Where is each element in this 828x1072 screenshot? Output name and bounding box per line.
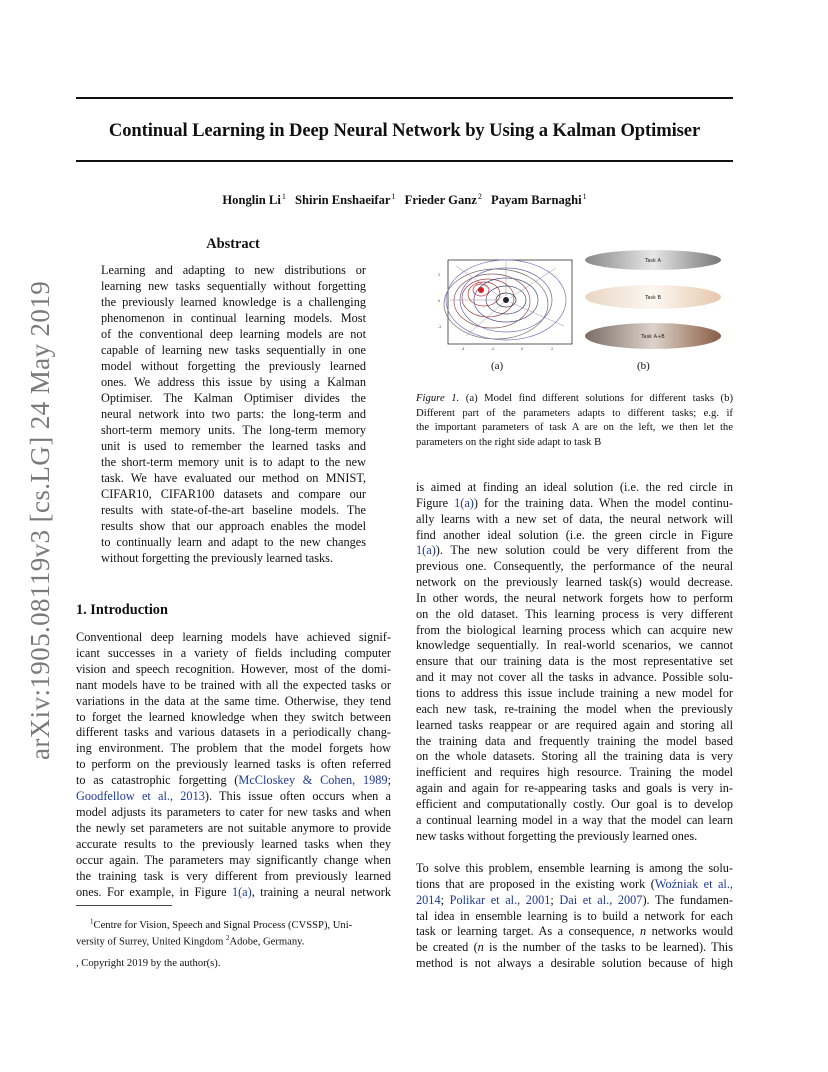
svg-text:-2: -2 xyxy=(438,325,442,329)
figure-ref-link[interactable]: 1(a) xyxy=(231,884,252,899)
citation-link[interactable]: Polikar et al., 2001 xyxy=(449,892,551,907)
citation-link[interactable]: Woźniak et al., xyxy=(654,876,733,891)
author: Payam Barnaghi$^1$ xyxy=(491,192,587,208)
abstract-text: Learning and adapting to new distributions or learning new tasks sequentially without forgetting the previously learned knowledge is a challenging phenomenon in continual learning models. Most of the conventional deep learning models are not capable of learning new tasks sequentially in one model without forgetting the previously learned ones. We address this issue by using a Kalman Optimiser. The Kalman Optimiser divides the neural network into two parts: the long-term and short-term memory units. The long-term memory unit is used to remember the learned tasks and the short-term memory unit is to adapt to the new task. We have evaluated our method on MNIST, CIFAR10, CIFAR100 datasets and compare our results with state-of-the-art baseline models. The results show that our approach enables the model to continually learn and adapt to the new changes without forgetting the previously learned tasks. xyxy=(101,263,366,565)
citation-link[interactable]: 2014 xyxy=(416,892,441,907)
task-parameter-diagram xyxy=(573,250,733,358)
task-a-label: Task A xyxy=(645,258,661,264)
top-rule xyxy=(76,97,733,99)
subfigure-label-a: (a) xyxy=(491,360,504,372)
author: Shirin Enshaeifar$^1$ xyxy=(294,192,396,208)
abstract-heading: Abstract xyxy=(206,236,260,252)
introduction-text: Conventional deep learning models have achieved signif- icant successes in a variety of fields including computer vision and speech recognition. However, most of the domi- nant models have to be trained with all the expected tasks or variations in the data at the same time. Otherwise, they tend to forget the learned knowledge when they switch between different tasks and various datasets in a periodically chang- ing environment. The problem that the model forgets how to perform on the previously learned tasks is often referred to as catastrophic forgetting (McCloskey & Cohen, 1989; Goodfellow et al., 2013). This issue often occurs when a model adjusts its parameters to cater for new tasks and when the newly set parameters are not suitable anymore to provide accurate results to the previously learned tasks when they occur again. The parameters may significantly change when the training task is very different from previously learned ones. For example, in Figure 1(a), training a neural network xyxy=(76,630,391,899)
figure-ref-link[interactable]: 1(a) xyxy=(454,495,474,510)
task-ab-label: Task A+B xyxy=(641,334,665,340)
svg-text:0: 0 xyxy=(438,299,441,303)
figure-ref-link[interactable]: 1(a) xyxy=(416,543,436,558)
task-b-label: Task B xyxy=(645,295,661,301)
svg-text:2: 2 xyxy=(438,273,441,277)
title-bottom-rule xyxy=(76,160,733,162)
svg-text:-2: -2 xyxy=(491,347,495,351)
subfigure-label-b: (b) xyxy=(637,360,650,372)
citation-link[interactable]: Dai et al., 2007 xyxy=(559,892,643,907)
author-list xyxy=(76,192,733,208)
citation-link[interactable]: Goodfellow et al., 2013 xyxy=(76,789,205,804)
contour-plot xyxy=(436,256,578,356)
svg-text:0: 0 xyxy=(521,347,524,351)
copyright-notice: , Copyright 2019 by the author(s). xyxy=(76,958,221,969)
right-column-paragraph-1: is aimed at finding an ideal solution (i.e. the red circle in Figure 1(a)) for the training data. When the model continu- ally learns with a new set of data, the neural network will find another ideal solution (i.e. the green circle in Figure 1(a)). The new solution could be very different from the previous one. Consequently, the performance of the neural network on the previously learned task(s) would decrease. In other words, the neural network forgets how to perform on the old dataset. This learning process is very different from the biological learning process which can acquire new knowledge sequentially. In real-world scenarios, we cannot ensure that our training data is the most representative set and it may not cover all the tasks in advance. Possible solu- tions to address this issue include training a new model for each new task, re-training the model when the previously learned tasks reappear or are required again and storing all the training data and frequently training the model based on the whole datasets. Storing all the training data is very inefficient and requires high resource. Training the model again and again for re-appearing tasks and goals is very in- efficient and computationally costly. Our goal is to develop a continual learning model in a way that the model can learn new tasks without forgetting the previously learned ones. xyxy=(416,480,733,843)
figure-1 xyxy=(418,250,738,380)
right-column-paragraph-2: To solve this problem, ensemble learning is among the solu- tions that are proposed in the existing work (Woźniak et al., 2014; Polikar et al., 2001; Dai et al., 2007). The fundamen- tal idea in ensemble learning is to build a network for each task or learning target. As a consequence, n networks would be created (n is the number of the tasks to be learned). This method is not always a desirable solution because of high xyxy=(416,861,733,971)
arxiv-side-stamp: arXiv:1905.08119v3 [cs.LG] 24 May 2019 xyxy=(25,280,55,760)
svg-text:2: 2 xyxy=(551,347,554,351)
affiliation-footnote: $^1$Centre for Vision, Speech and Signal Process (CVSSP), Uni- versity of Surrey, United Kingdom $^2$Adobe, Germany. xyxy=(76,917,353,948)
author: Frieder Ganz$^2$ xyxy=(404,192,482,208)
footnote-rule xyxy=(76,905,172,906)
author: Honglin Li$^1$ xyxy=(222,192,286,208)
citation-link[interactable]: McCloskey & Cohen, 1989 xyxy=(238,773,388,788)
figure-1-caption: Figure 1. (a) Model find different solutions for different tasks (b) Different part of the parameters adapts to different tasks; e.g. if the important parameters of task A are on the left, we then let the parameters on the right side adapt to task B xyxy=(416,392,734,448)
section-heading-introduction: 1. Introduction xyxy=(76,602,168,618)
paper-title: Continual Learning in Deep Neural Network by Using a Kalman Optimiser xyxy=(108,120,701,141)
svg-text:-4: -4 xyxy=(461,347,465,351)
